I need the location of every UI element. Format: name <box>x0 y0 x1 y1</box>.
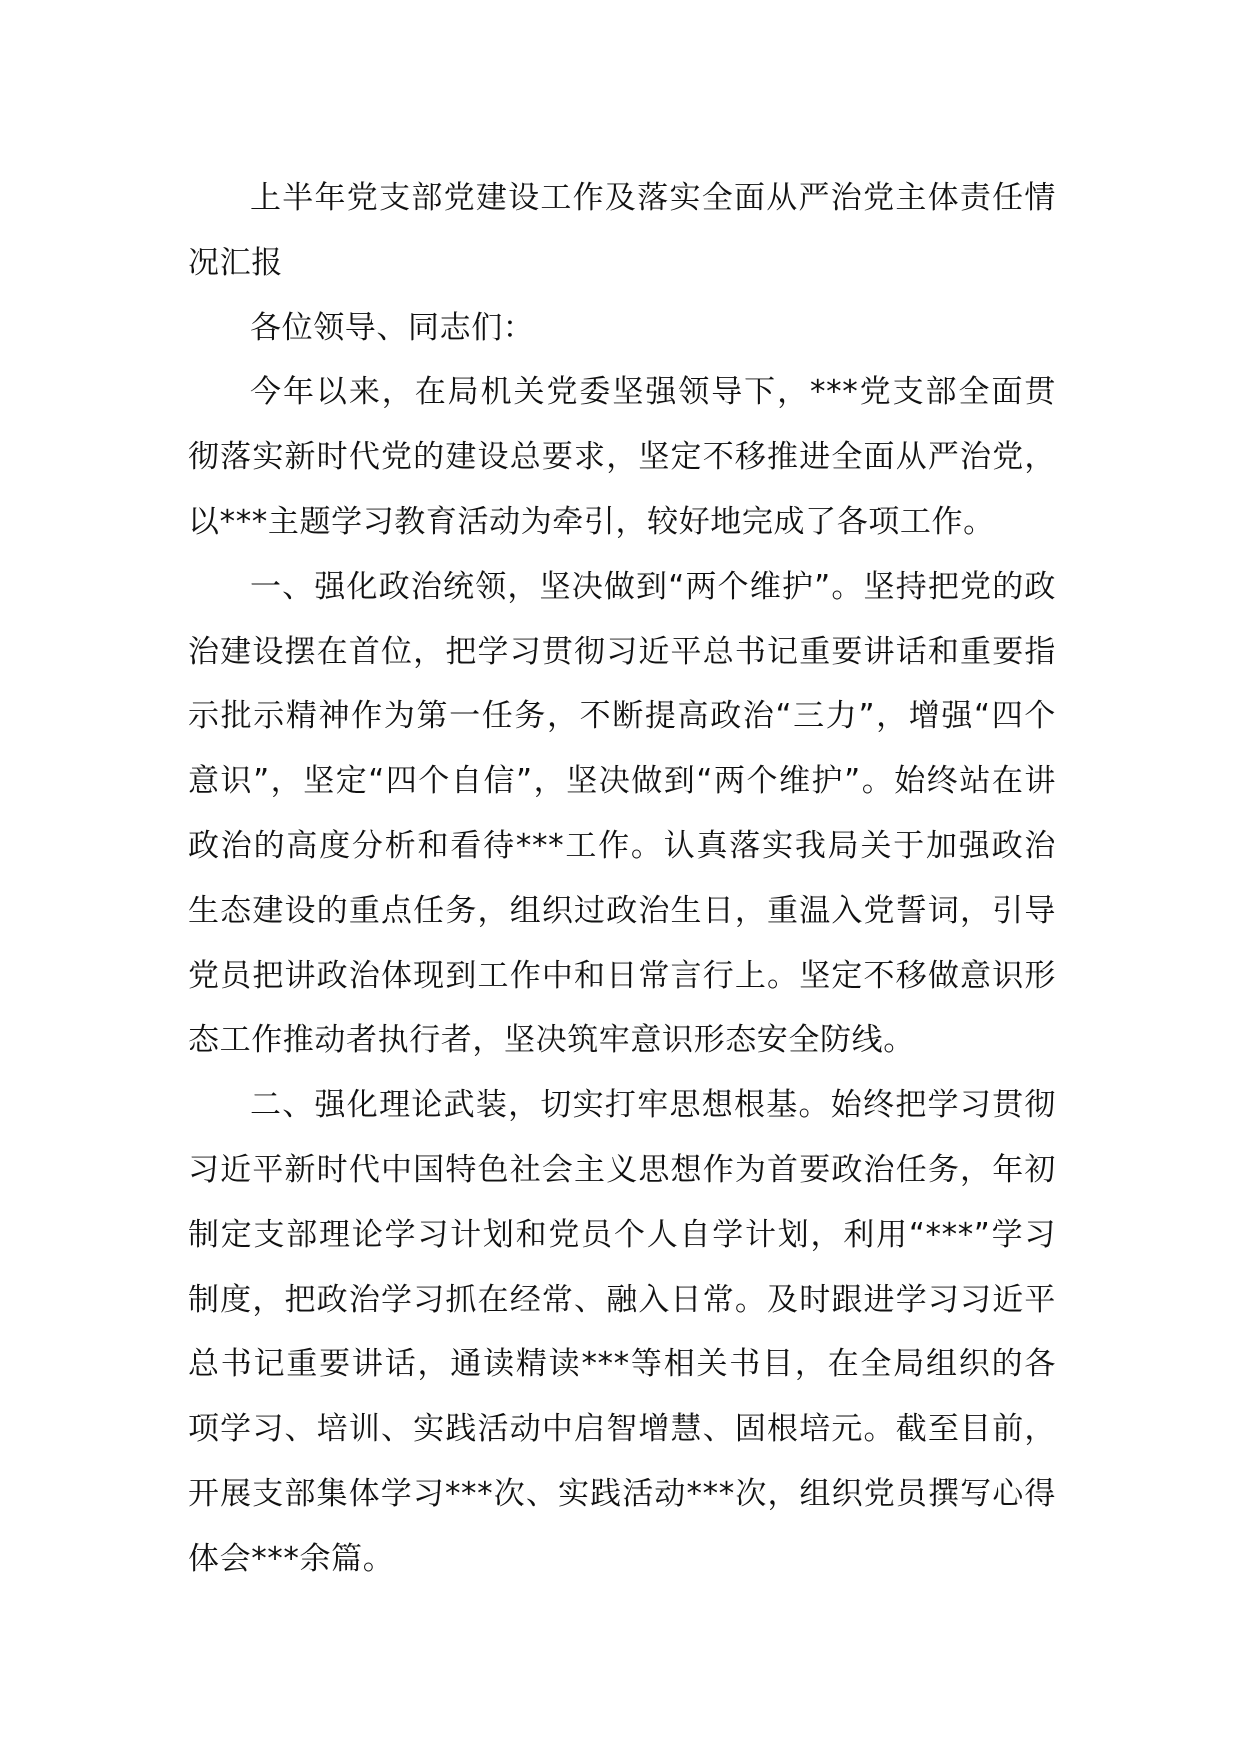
document-title: 上半年党支部党建设工作及落实全面从严治党主体责任情况汇报 <box>188 180 1056 281</box>
salutation: 各位领导、同志们： <box>250 309 535 346</box>
paragraph-section-2: 二、强化理论武装，切实打牢思想根基。始终把学习贯彻习近平新时代中国特色社会主义思想作为首要政治任务，年初制定支部理论学习计划和党员个人自学计划，利用“***”学习制度，把政治学习抓在经常、融入日常。及时跟进学习习近平总书记重要讲话，通读精读***等相关书目，在全局组织的各项学习、培训、实践活动中启智增慧、固根培元。截至目前，开展支部集体学习***次、实践活动***次，组织党员撰写心得体会***余篇。 <box>188 1087 1056 1577</box>
document-body <box>188 166 1056 1592</box>
paragraph-section-1: 一、强化政治统领，坚决做到“两个维护”。坚持把党的政治建设摆在首位，把学习贯彻习近平总书记重要讲话和重要指示批示精神作为第一任务，不断提高政治“三力”，增强“四个意识”，坚定“四个自信”，坚决做到“两个维护”。始终站在讲政治的高度分析和看待***工作。认真落实我局关于加强政治生态建设的重点任务，组织过政治生日，重温入党誓词，引导党员把讲政治体现到工作中和日常言行上。坚定不移做意识形态工作推动者执行者，坚决筑牢意识形态安全防线。 <box>188 568 1056 1059</box>
paragraph-intro: 今年以来，在局机关党委坚强领导下，***党支部全面贯彻落实新时代党的建设总要求，坚定不移推进全面从严治党，以***主题学习教育活动为牵引，较好地完成了各项工作。 <box>188 374 1056 540</box>
